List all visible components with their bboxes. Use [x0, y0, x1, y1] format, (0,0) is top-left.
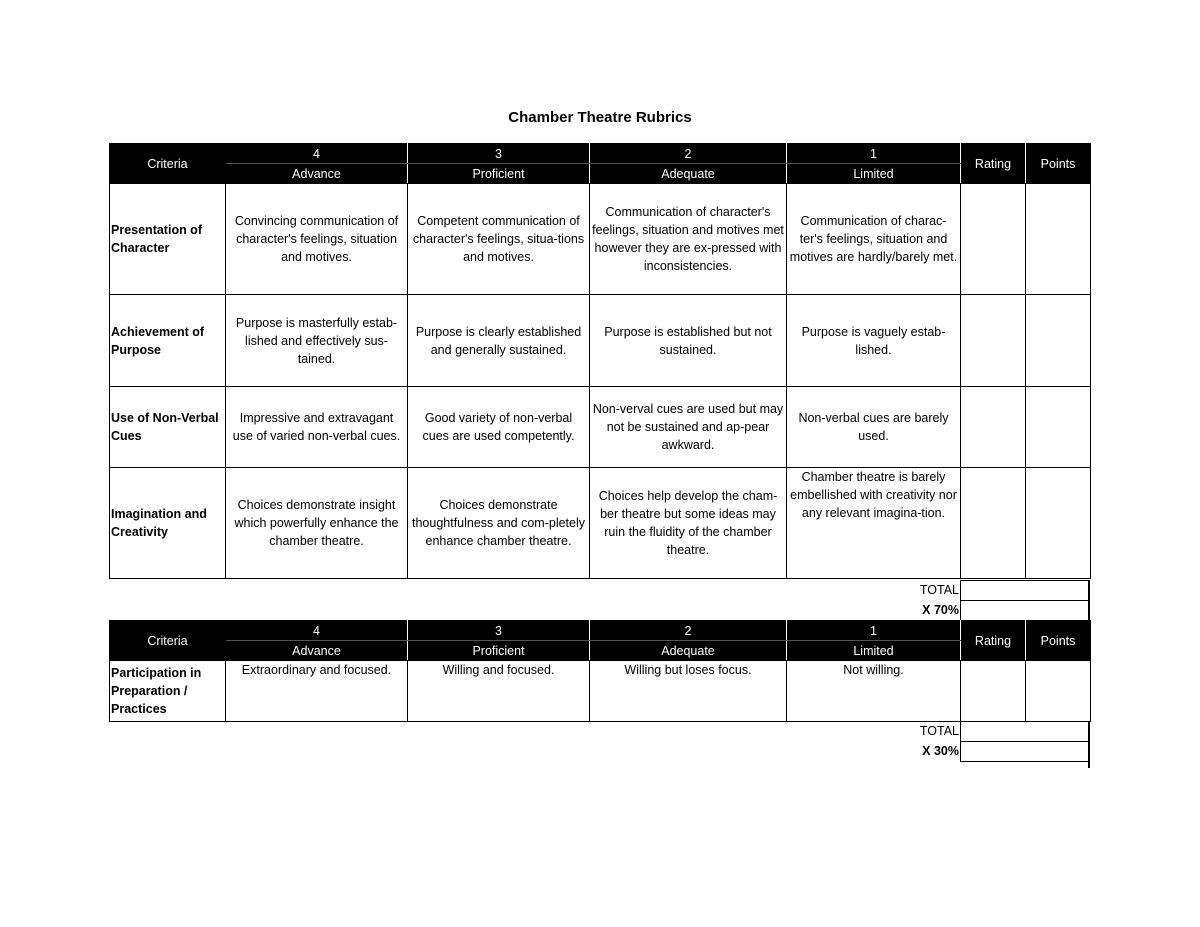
header-level-2-name: Adequate	[590, 641, 787, 661]
rating-cell[interactable]	[961, 661, 1026, 722]
descriptor-cell: Purpose is vaguely estab-lished.	[787, 295, 961, 387]
rating-cell[interactable]	[961, 468, 1026, 579]
header-criteria: Criteria	[110, 144, 226, 184]
weight-label: X 70%	[922, 603, 959, 617]
descriptor-cell: Impressive and extravagant use of varied non-verbal cues.	[226, 387, 408, 468]
descriptor-cell: Competent communication of character's feelings, situa-tions and motives.	[408, 184, 590, 295]
criteria-cell: Imagination and Creativity	[110, 468, 226, 579]
header-level-4-num: 4	[226, 621, 408, 641]
criteria-cell: Achievement of Purpose	[110, 295, 226, 387]
header-rating: Rating	[961, 621, 1026, 661]
header-points: Points	[1026, 144, 1091, 184]
header-rating: Rating	[961, 144, 1026, 184]
table-row	[110, 468, 1091, 579]
header-criteria: Criteria	[110, 621, 226, 661]
total-row-2	[0, 721, 1200, 741]
descriptor-cell: Purpose is masterfully estab-lished and effectively sus-tained.	[226, 295, 408, 387]
header-level-1-num: 1	[787, 621, 961, 641]
descriptor-cell: Good variety of non-verbal cues are used competently.	[408, 387, 590, 468]
descriptor-cell: Communication of charac-ter's feelings, situation and motives are hardly/barely met.	[787, 184, 961, 295]
header-level-2-num: 2	[590, 144, 787, 164]
rating-cell[interactable]	[961, 184, 1026, 295]
points-cell[interactable]	[1026, 661, 1091, 722]
weight-label: X 30%	[922, 744, 959, 758]
descriptor-cell: Choices help develop the cham-ber theatre but some ideas may ruin the fluidity of the chamber theatre.	[590, 468, 787, 579]
rubric-table-main	[109, 143, 1091, 579]
descriptor-cell: Purpose is clearly established and generally sustained.	[408, 295, 590, 387]
descriptor-cell: Willing and focused.	[408, 661, 590, 722]
descriptor-cell: Communication of character's feelings, situation and motives met however they are ex-pressed with inconsistencies.	[590, 184, 787, 295]
total-input-box[interactable]	[960, 580, 1090, 601]
header-level-2-num: 2	[590, 621, 787, 641]
descriptor-cell: Non-verval cues are used but may not be sustained and ap-pear awkward.	[590, 387, 787, 468]
descriptor-cell: Choices demonstrate insight which powerfully enhance the chamber theatre.	[226, 468, 408, 579]
total-input-box[interactable]	[960, 721, 1090, 742]
weight-input-box[interactable]	[960, 741, 1090, 762]
descriptor-cell: Not willing.	[787, 661, 961, 722]
criteria-cell: Use of Non-Verbal Cues	[110, 387, 226, 468]
header-level-3-num: 3	[408, 621, 590, 641]
header-points: Points	[1026, 621, 1091, 661]
total-row-1	[0, 580, 1200, 600]
descriptor-cell: Convincing communication of character's feelings, situation and motives.	[226, 184, 408, 295]
total-label: TOTAL	[919, 724, 959, 738]
table-row	[110, 387, 1091, 468]
weight-row-2	[0, 741, 1200, 761]
total-label: TOTAL	[919, 583, 959, 597]
points-cell[interactable]	[1026, 184, 1091, 295]
criteria-cell: Participation in Preparation / Practices	[110, 661, 226, 722]
descriptor-cell: Chamber theatre is barely embellished with creativity nor any relevant imagina-tion.	[787, 468, 961, 579]
rating-cell[interactable]	[961, 387, 1026, 468]
header-level-3-name: Proficient	[408, 641, 590, 661]
table-row	[110, 295, 1091, 387]
points-cell[interactable]	[1026, 387, 1091, 468]
descriptor-cell: Extraordinary and focused.	[226, 661, 408, 722]
points-cell[interactable]	[1026, 295, 1091, 387]
descriptor-cell: Purpose is established but not sustained.	[590, 295, 787, 387]
table-row	[110, 184, 1091, 295]
header-level-4-name: Advance	[226, 641, 408, 661]
header-level-3-name: Proficient	[408, 164, 590, 184]
descriptor-cell: Willing but loses focus.	[590, 661, 787, 722]
rubric-table-participation	[109, 620, 1091, 722]
right-border-line	[1088, 580, 1090, 620]
header-level-4-num: 4	[226, 144, 408, 164]
rating-cell[interactable]	[961, 295, 1026, 387]
points-cell[interactable]	[1026, 468, 1091, 579]
header-level-1-name: Limited	[787, 641, 961, 661]
header-level-1-num: 1	[787, 144, 961, 164]
right-border-line	[1088, 721, 1090, 768]
header-level-2-name: Adequate	[590, 164, 787, 184]
descriptor-cell: Choices demonstrate thoughtfulness and com-pletely enhance chamber theatre.	[408, 468, 590, 579]
criteria-cell: Presentation of Character	[110, 184, 226, 295]
weight-row-1	[0, 600, 1200, 620]
descriptor-cell: Non-verbal cues are barely used.	[787, 387, 961, 468]
header-level-3-num: 3	[408, 144, 590, 164]
header-level-1-name: Limited	[787, 164, 961, 184]
page-title: Chamber Theatre Rubrics	[508, 109, 692, 126]
header-level-4-name: Advance	[226, 164, 408, 184]
weight-input-box[interactable]	[960, 600, 1090, 621]
table-row	[110, 661, 1091, 722]
